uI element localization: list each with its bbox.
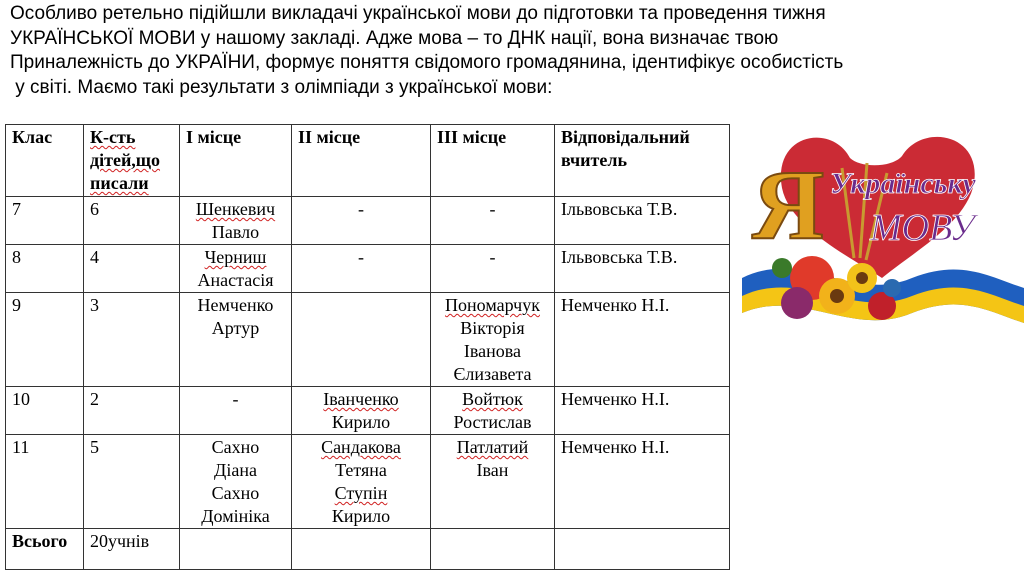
- table-row: [6, 293, 730, 387]
- cell-line: -: [489, 199, 496, 219]
- intro-line: у світі. Маємо такі результати з олімпіади з української мови:: [10, 76, 553, 98]
- cell-line: Домініка: [201, 506, 270, 526]
- table-total-row: [6, 529, 730, 570]
- cell-count: 6: [84, 197, 180, 245]
- total-count: 20учнів: [84, 529, 180, 570]
- cell-third-place: [431, 245, 555, 293]
- header-teacher: Відповідальний вчитель: [555, 125, 730, 197]
- header-third-place: ІІІ місце: [431, 125, 555, 197]
- cell-first-place: [180, 387, 292, 435]
- total-label: Всього: [6, 529, 84, 570]
- cell-count: 3: [84, 293, 180, 387]
- cell-first-place: [180, 293, 292, 387]
- cell-third-place: [431, 197, 555, 245]
- header-first-place: І місце: [180, 125, 292, 197]
- cell-line: Ступін: [334, 483, 388, 503]
- cell-line: Пономарчук: [445, 295, 540, 315]
- intro-line: Особливо ретельно підійшли викладачі української мови до підготовки та проведення тижня: [10, 3, 826, 24]
- table-row: [6, 387, 730, 435]
- cell-third-place: [431, 293, 555, 387]
- cell-line: Черниш: [204, 247, 267, 267]
- intro-line: Приналежність до УКРАЇНИ, формує поняття свідомого громадянина, ідентифікує особистість: [10, 52, 844, 73]
- header-count: К-сть дітей,що писали: [84, 125, 180, 197]
- cell-line: Анастасія: [197, 270, 274, 290]
- cell-line: -: [232, 389, 239, 409]
- table-header-row: [6, 125, 730, 197]
- cell-line: Сандакова: [321, 437, 401, 457]
- cell-class: 11: [6, 435, 84, 529]
- intro-line: УКРАЇНСЬКОЇ МОВИ у нашому закладі. Адже мова – то ДНК нації, вона визначає твою: [10, 27, 779, 49]
- cell-line: Войтюк: [462, 389, 523, 409]
- cell-teacher: Немченко Н.І.: [555, 387, 730, 435]
- cell-line: Кирило: [331, 412, 391, 432]
- cell-count: 2: [84, 387, 180, 435]
- cell-teacher: Ільвовська Т.В.: [555, 245, 730, 293]
- cell-second-place: [292, 197, 431, 245]
- cell-line: Ростислав: [453, 412, 532, 432]
- cell-line: Іванова: [463, 341, 522, 361]
- cell-second-place: [292, 245, 431, 293]
- table-row: [6, 197, 730, 245]
- cell-class: 10: [6, 387, 84, 435]
- cell-count: 4: [84, 245, 180, 293]
- table-row: [6, 245, 730, 293]
- cell-line: -: [489, 247, 496, 267]
- cell-line: Кирило: [331, 506, 391, 526]
- cell-line: Артур: [211, 318, 260, 338]
- cell-second-place: [292, 435, 431, 529]
- cell-line: -: [358, 199, 364, 219]
- cell-line: Діана: [214, 460, 257, 480]
- cell-second-place: [292, 293, 431, 387]
- table-row: [6, 435, 730, 529]
- cell-class: 9: [6, 293, 84, 387]
- cell-line: Іванченко: [323, 389, 399, 409]
- cell-teacher: Немченко Н.І.: [555, 293, 730, 387]
- cell-first-place: [180, 245, 292, 293]
- logo-letter: Я: [752, 149, 825, 260]
- cell-teacher: Немченко Н.І.: [555, 435, 730, 529]
- cell-first-place: [180, 435, 292, 529]
- logo-line1: Українську: [830, 167, 976, 200]
- cell-line: Павло: [211, 222, 260, 242]
- cell-third-place: [431, 387, 555, 435]
- cell-line: -: [358, 247, 364, 267]
- cell-class: 7: [6, 197, 84, 245]
- header-second-place: ІІ місце: [292, 125, 431, 197]
- cell-teacher: Ільвовська Т.В.: [555, 197, 730, 245]
- cell-line: Патлатий: [456, 437, 529, 457]
- cell-class: 8: [6, 245, 84, 293]
- cell-count: 5: [84, 435, 180, 529]
- intro-paragraph: [10, 2, 1000, 100]
- cell-line: Сахно: [211, 483, 260, 503]
- logo-line2: МОВУ: [870, 207, 975, 249]
- cell-first-place: [180, 197, 292, 245]
- cell-third-place: [431, 435, 555, 529]
- cell-line: Тетяна: [335, 460, 387, 480]
- cell-line: Сахно: [211, 437, 260, 457]
- cell-line: Єлизавета: [453, 364, 532, 384]
- header-class: Клас: [6, 125, 84, 197]
- cell-line: Немченко: [197, 295, 274, 315]
- cell-line: Вікторія: [460, 318, 525, 338]
- cell-line: Шенкевич: [195, 199, 276, 219]
- cell-line: Іван: [476, 460, 509, 480]
- ukrainian-language-logo: [742, 128, 1024, 338]
- cell-second-place: [292, 387, 431, 435]
- olympiad-results-table: [5, 124, 730, 570]
